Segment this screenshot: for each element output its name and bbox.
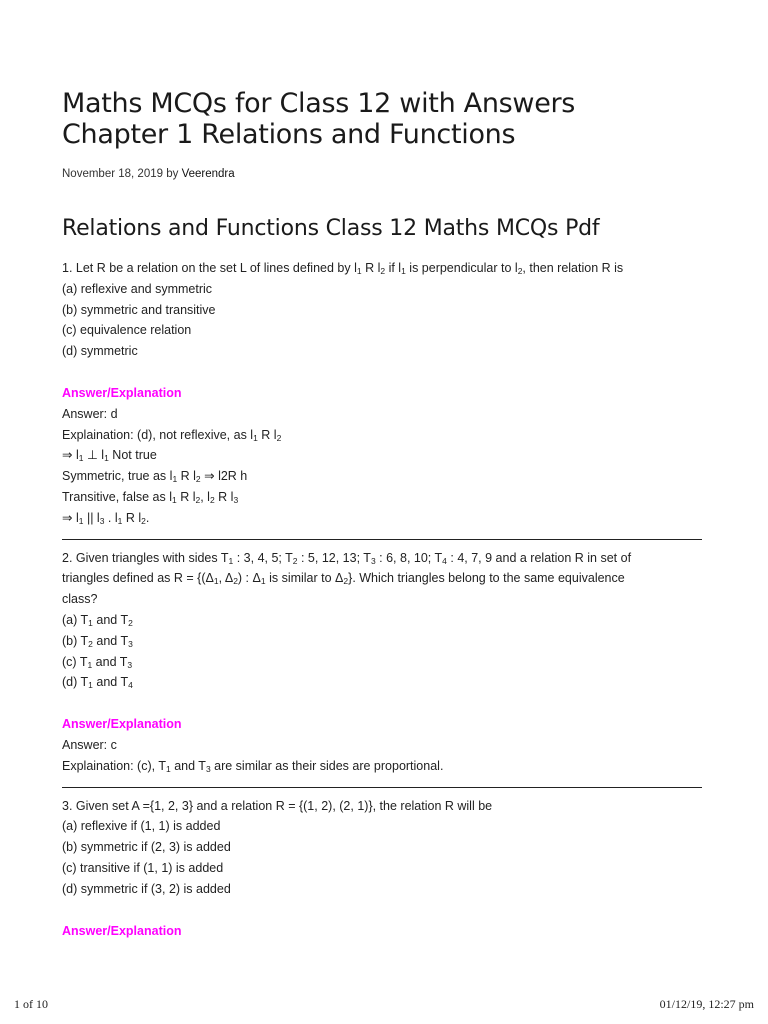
option-b: (b) $T_2$ and $T_3$ — [62, 633, 133, 649]
option-a: (a) $T_1$ and $T_2$ — [62, 612, 133, 628]
question-stem: triangles defined as $R = \{(\Delta_1$, $\Delta_2$) : $\Delta_1$ is similar to $\Delta_2$}. Which triangles belong to the same equivalence — [62, 571, 625, 587]
article — [62, 88, 702, 941]
option-b: (b) symmetric if (2, 3) is added — [62, 840, 231, 855]
explanation-line: ⇒ $l_1$ || $l_3$ . $l_1$ R $l_2$. — [62, 510, 150, 526]
option-a: (a) reflexive if (1, 1) is added — [62, 819, 221, 834]
option-a: (a) reflexive and symmetric — [62, 281, 213, 296]
page-title: Maths MCQs for Class 12 with Answers Chapter 1 Relations and Functions — [62, 88, 576, 150]
question-1 — [62, 258, 702, 529]
author-link[interactable]: Veerendra — [181, 168, 235, 180]
option-d: (d) symmetric if (3, 2) is added — [62, 881, 231, 896]
option-c: (c) transitive if (1, 1) is added — [62, 860, 224, 875]
answer-explanation-toggle[interactable]: Answer/Explanation — [62, 717, 182, 732]
print-timestamp: 01/12/19, 12:27 pm — [659, 997, 754, 1011]
answer-text: Answer: c — [62, 737, 117, 752]
explanation-line: Transitive, false as $l_1$ R $l_2$, $l_2$ R $l_3$ — [62, 489, 239, 505]
option-c: (c) equivalence relation — [62, 323, 192, 338]
question-stem: 1. Let R be a relation on the set L of lines defined by $l_1$ R $l_2$ if $l_1$ is perpendicular to $l_2$, then relation R is — [62, 261, 624, 276]
option-d: (d) symmetric — [62, 344, 138, 359]
question-stem: 2. Given triangles with sides $T_1$ : 3, 4, 5; $T_2$ : 5, 12, 13; $T_3$ : 6, 8, 10; $T_4$ : 4, 7, 9 and a relation R in set of — [62, 550, 632, 566]
explanation-line: Explaination: (c), $T_1$ and $T_3$ are similar as their sides are proportional. — [62, 758, 444, 774]
explanation-line: ⇒ $l_1$ ⊥ $l_1$ Not true — [62, 448, 157, 464]
section-title: Relations and Functions Class 12 Maths MCQs Pdf — [62, 216, 600, 241]
answer-explanation-toggle[interactable]: Answer/Explanation — [62, 923, 182, 938]
divider — [62, 539, 702, 540]
question-3 — [62, 796, 702, 942]
page-number: 1 of 10 — [14, 997, 48, 1011]
by-label: by — [166, 168, 179, 180]
divider — [62, 787, 702, 788]
post-date[interactable]: November 18, 2019 — [62, 168, 164, 180]
option-c: (c) $T_1$ and $T_3$ — [62, 654, 133, 670]
question-stem: 3. Given set A ={1, 2, 3} and a relation R = {(1, 2), (2, 1)}, the relation R will be — [62, 798, 493, 813]
answer-explanation-toggle[interactable]: Answer/Explanation — [62, 385, 182, 400]
post-meta — [62, 168, 702, 180]
option-b: (b) symmetric and transitive — [62, 302, 216, 317]
option-d: (d) $T_1$ and $T_4$ — [62, 675, 133, 691]
question-stem: class? — [62, 592, 98, 607]
answer-text: Answer: d — [62, 406, 118, 421]
question-2 — [62, 548, 702, 777]
explanation-line: Symmetric, true as $l_1$ R $l_2$ ⇒ l2R h — [62, 469, 248, 485]
explanation-line: Explaination: (d), not reflexive, as $l_1$ R $l_2$ — [62, 427, 282, 443]
